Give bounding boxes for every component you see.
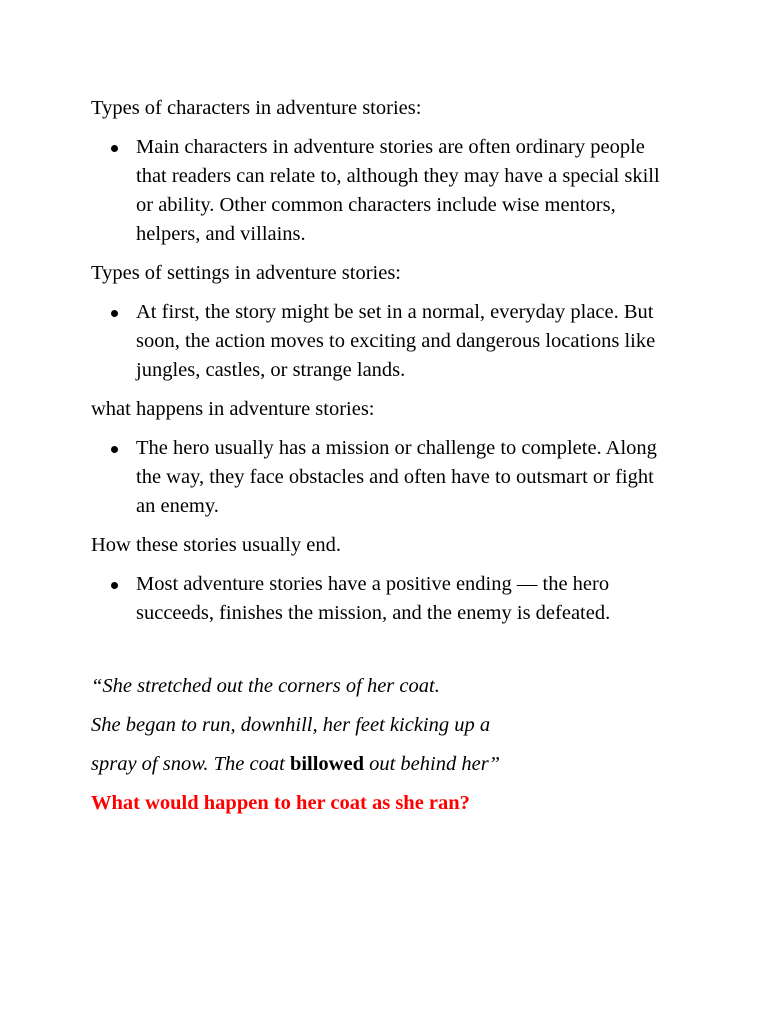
bullet-text: Most adventure stories have a positive ending — the hero succeeds, finishes the mission, and the enemy is defeated. — [136, 573, 611, 624]
bullet-icon — [111, 145, 118, 152]
bullet-list-endings — [91, 570, 691, 628]
list-item — [91, 434, 676, 521]
section-heading-characters: Types of characters in adventure stories: — [91, 97, 422, 119]
quote-line-1: “She stretched out the corners of her coat. — [91, 675, 440, 697]
spacer — [91, 638, 691, 672]
document-page — [91, 94, 691, 818]
section-heading-endings: How these stories usually end. — [91, 534, 341, 556]
bullet-icon — [111, 446, 118, 453]
list-item — [91, 298, 676, 385]
bullet-icon — [111, 582, 118, 589]
bullet-icon — [111, 310, 118, 317]
section-heading-settings: Types of settings in adventure stories: — [91, 262, 401, 284]
quote-bold-word: billowed — [289, 753, 364, 775]
question-prompt: What would happen to her coat as she ran? — [91, 792, 470, 814]
quote-text: spray of snow. The coat — [91, 753, 290, 775]
bullet-text: The hero usually has a mission or challenge to complete. Along the way, they face obstacles and often have to outsmart or fight an enemy. — [136, 437, 657, 517]
bullet-text: Main characters in adventure stories are often ordinary people that readers can relate to, although they may have a special skill or ability. Other common characters include wise mentors, helpers, and villains. — [136, 136, 660, 245]
bullet-list-plot — [91, 434, 691, 521]
bullet-list-settings — [91, 298, 691, 385]
quote-line-3 — [91, 750, 691, 779]
list-item — [91, 570, 676, 628]
section-heading-plot: what happens in adventure stories: — [91, 398, 375, 420]
quote-line-2: She began to run, downhill, her feet kicking up a — [91, 714, 491, 736]
list-item — [91, 133, 676, 249]
bullet-list-characters — [91, 133, 691, 249]
quote-text: out behind her” — [363, 753, 501, 775]
bullet-text: At first, the story might be set in a normal, everyday place. But soon, the action moves to exciting and dangerous locations like jungles, castles, or strange lands. — [136, 301, 656, 381]
